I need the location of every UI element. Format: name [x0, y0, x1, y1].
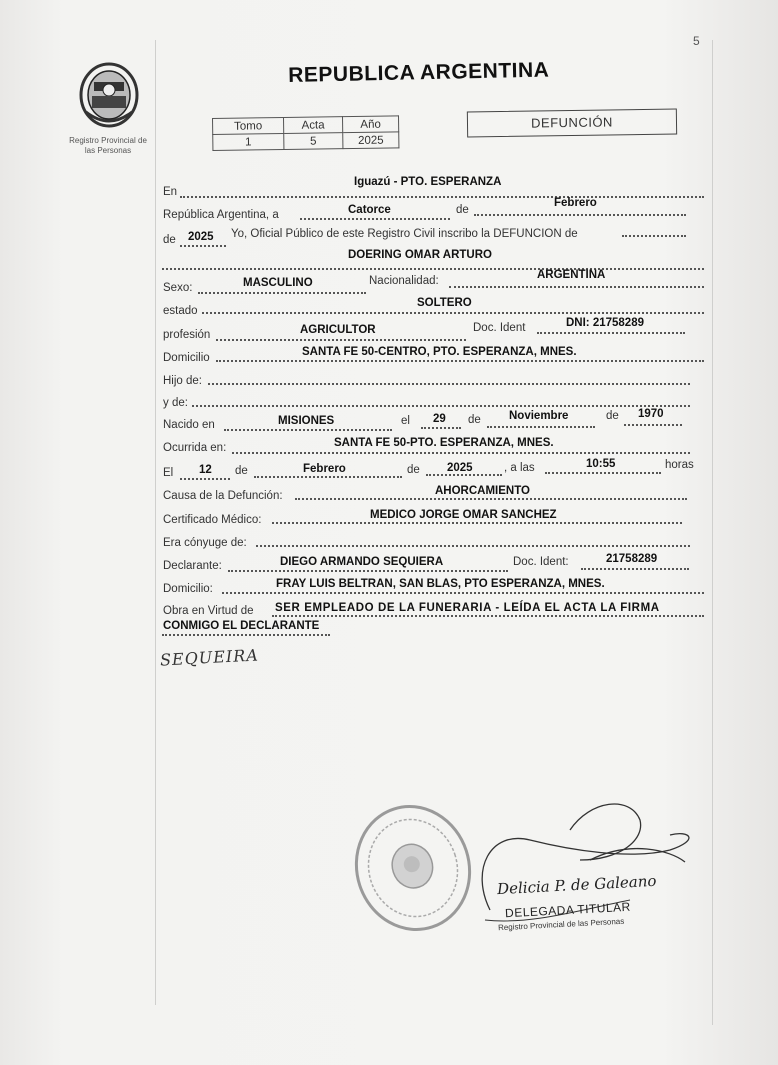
label-de: de — [456, 204, 469, 216]
dots-en — [180, 196, 704, 198]
dots-domicilio — [216, 360, 704, 362]
label-doc: Doc. Ident — [473, 322, 526, 334]
dots-nacionalidad — [449, 286, 704, 288]
register-header-tomo: Tomo — [213, 118, 284, 135]
value-deceased-name: DOERING OMAR ARTURO — [348, 249, 492, 261]
dots-month — [474, 214, 686, 216]
value-domicilio2: FRAY LUIS BELTRAN, SAN BLAS, PTO ESPERANZA, MNES. — [276, 578, 605, 590]
label-el2: El — [163, 467, 174, 479]
dots-causa — [295, 498, 687, 500]
dots-obra-2 — [162, 634, 330, 636]
label-causa: Causa de la Defunción: — [163, 490, 283, 502]
label-doc2: Doc. Ident: — [513, 556, 569, 568]
dots-ocurrida — [232, 452, 690, 454]
dots-doc — [537, 332, 685, 334]
label-declarante: Declarante: — [163, 560, 222, 572]
dots-statement — [622, 235, 686, 237]
register-header-ano: Año — [342, 116, 398, 133]
label-certificado: Certificado Médico: — [163, 514, 262, 526]
document-title: REPUBLICA ARGENTINA — [288, 58, 550, 87]
label-profesion: profesión — [163, 329, 211, 341]
value-death-month: Febrero — [303, 463, 346, 475]
label-alas: , a las — [504, 462, 535, 474]
official-title: DELEGADA TITULAR — [504, 899, 632, 921]
provincial-seal-icon — [78, 62, 140, 128]
value-death-time: 10:55 — [586, 458, 616, 470]
value-death-year: 2025 — [447, 462, 473, 474]
dots-doc2 — [581, 568, 689, 570]
dots-death-year — [426, 474, 502, 476]
dots-death-month — [254, 476, 402, 478]
right-margin-line — [712, 40, 713, 1025]
dots-year — [180, 245, 226, 247]
register-table — [212, 115, 399, 151]
org-label-line1: Registro Provincial de — [69, 136, 147, 145]
value-year: 2025 — [188, 231, 214, 243]
dots-certificado — [272, 522, 682, 524]
dots-day — [300, 218, 450, 220]
value-nacido: MISIONES — [278, 415, 335, 427]
dots-estado — [202, 312, 704, 314]
label-domicilio2: Domicilio: — [163, 583, 213, 595]
value-certificado: MEDICO JORGE OMAR SANCHEZ — [370, 509, 557, 521]
statement-text: Yo, Oficial Público de este Registro Civil inscribo la DEFUNCION de — [231, 228, 578, 240]
value-domicilio: SANTA FE 50-CENTRO, PTO. ESPERANZA, MNES. — [302, 346, 577, 358]
value-sexo: MASCULINO — [243, 277, 313, 289]
dots-sexo — [198, 292, 366, 294]
value-birth-day: 29 — [433, 413, 446, 425]
label-en: En — [163, 186, 178, 198]
dots-birth-year — [624, 424, 682, 426]
label-ocurrida: Ocurrida en: — [163, 442, 227, 454]
official-signature-name: Delicia P. de Galeano — [496, 871, 657, 899]
dots-birth-day — [421, 427, 461, 429]
dots-deceased-name — [162, 268, 704, 270]
label-birth-de2: de — [606, 410, 619, 422]
register-value-tomo: 1 — [213, 134, 284, 151]
org-label — [58, 136, 158, 156]
dots-domicilio2 — [222, 592, 704, 594]
dots-declarante — [228, 570, 508, 572]
value-day: Catorce — [348, 204, 391, 216]
value-doc: DNI: 21758289 — [566, 317, 644, 329]
label-el: el — [401, 415, 410, 427]
label-obra: Obra en Virtud de — [163, 605, 254, 617]
label-hijo: Hijo de: — [163, 375, 202, 387]
label-y-de: y de: — [163, 397, 188, 409]
declarant-signature: SEQUEIRA — [159, 645, 260, 670]
dots-death-time — [545, 472, 661, 474]
label-conyuge: Era cónyuge de: — [163, 537, 247, 549]
org-label-line2: las Personas — [84, 146, 132, 155]
register-value-acta: 5 — [284, 133, 343, 150]
value-obra-line1: SER EMPLEADO DE LA FUNERARIA - LEÍDA EL ACTA LA FIRMA — [275, 602, 660, 614]
dots-obra-1 — [272, 615, 704, 617]
value-profesion: AGRICULTOR — [300, 324, 376, 336]
dots-hijo — [208, 383, 690, 385]
value-declarante: DIEGO ARMANDO SEQUIERA — [280, 556, 444, 568]
value-obra-line2: CONMIGO EL DECLARANTE — [163, 620, 320, 632]
value-birth-year: 1970 — [638, 408, 664, 420]
record-type-box: DEFUNCIÓN — [467, 109, 677, 138]
value-causa: AHORCAMIENTO — [435, 485, 530, 497]
value-ocurrida: SANTA FE 50-PTO. ESPERANZA, MNES. — [334, 437, 554, 449]
label-sexo: Sexo: — [163, 282, 193, 294]
value-birth-month: Noviembre — [509, 410, 569, 422]
dots-birth-month — [487, 426, 595, 428]
value-estado: SOLTERO — [417, 297, 472, 309]
label-nacionalidad: Nacionalidad: — [369, 275, 439, 287]
label-republica: República Argentina, a — [163, 209, 279, 221]
label-domicilio: Domicilio — [163, 352, 210, 364]
dots-death-day — [180, 478, 230, 480]
label-birth-de1: de — [468, 414, 481, 426]
page-number: 5 — [693, 34, 700, 48]
label-death-de1: de — [235, 465, 248, 477]
value-month: Febrero — [554, 197, 597, 209]
left-margin-line — [155, 40, 156, 1005]
official-org: Registro Provincial de las Personas — [497, 916, 625, 933]
label-estado: estado — [163, 305, 198, 317]
label-horas: horas — [665, 459, 694, 471]
register-header-acta: Acta — [284, 117, 343, 134]
value-en: Iguazú - PTO. ESPERANZA — [354, 176, 502, 188]
dots-conyuge — [256, 545, 690, 547]
value-death-day: 12 — [199, 464, 212, 476]
label-nacido: Nacido en — [163, 419, 215, 431]
label-de2: de — [163, 234, 176, 246]
label-death-de2: de — [407, 464, 420, 476]
dots-profesion — [216, 339, 466, 341]
official-stamp-icon — [352, 800, 474, 936]
dots-nacido — [224, 429, 392, 431]
dots-y-de — [192, 405, 690, 407]
value-doc2: 21758289 — [606, 553, 658, 565]
register-value-ano: 2025 — [343, 132, 399, 149]
value-nacionalidad: ARGENTINA — [537, 269, 606, 281]
